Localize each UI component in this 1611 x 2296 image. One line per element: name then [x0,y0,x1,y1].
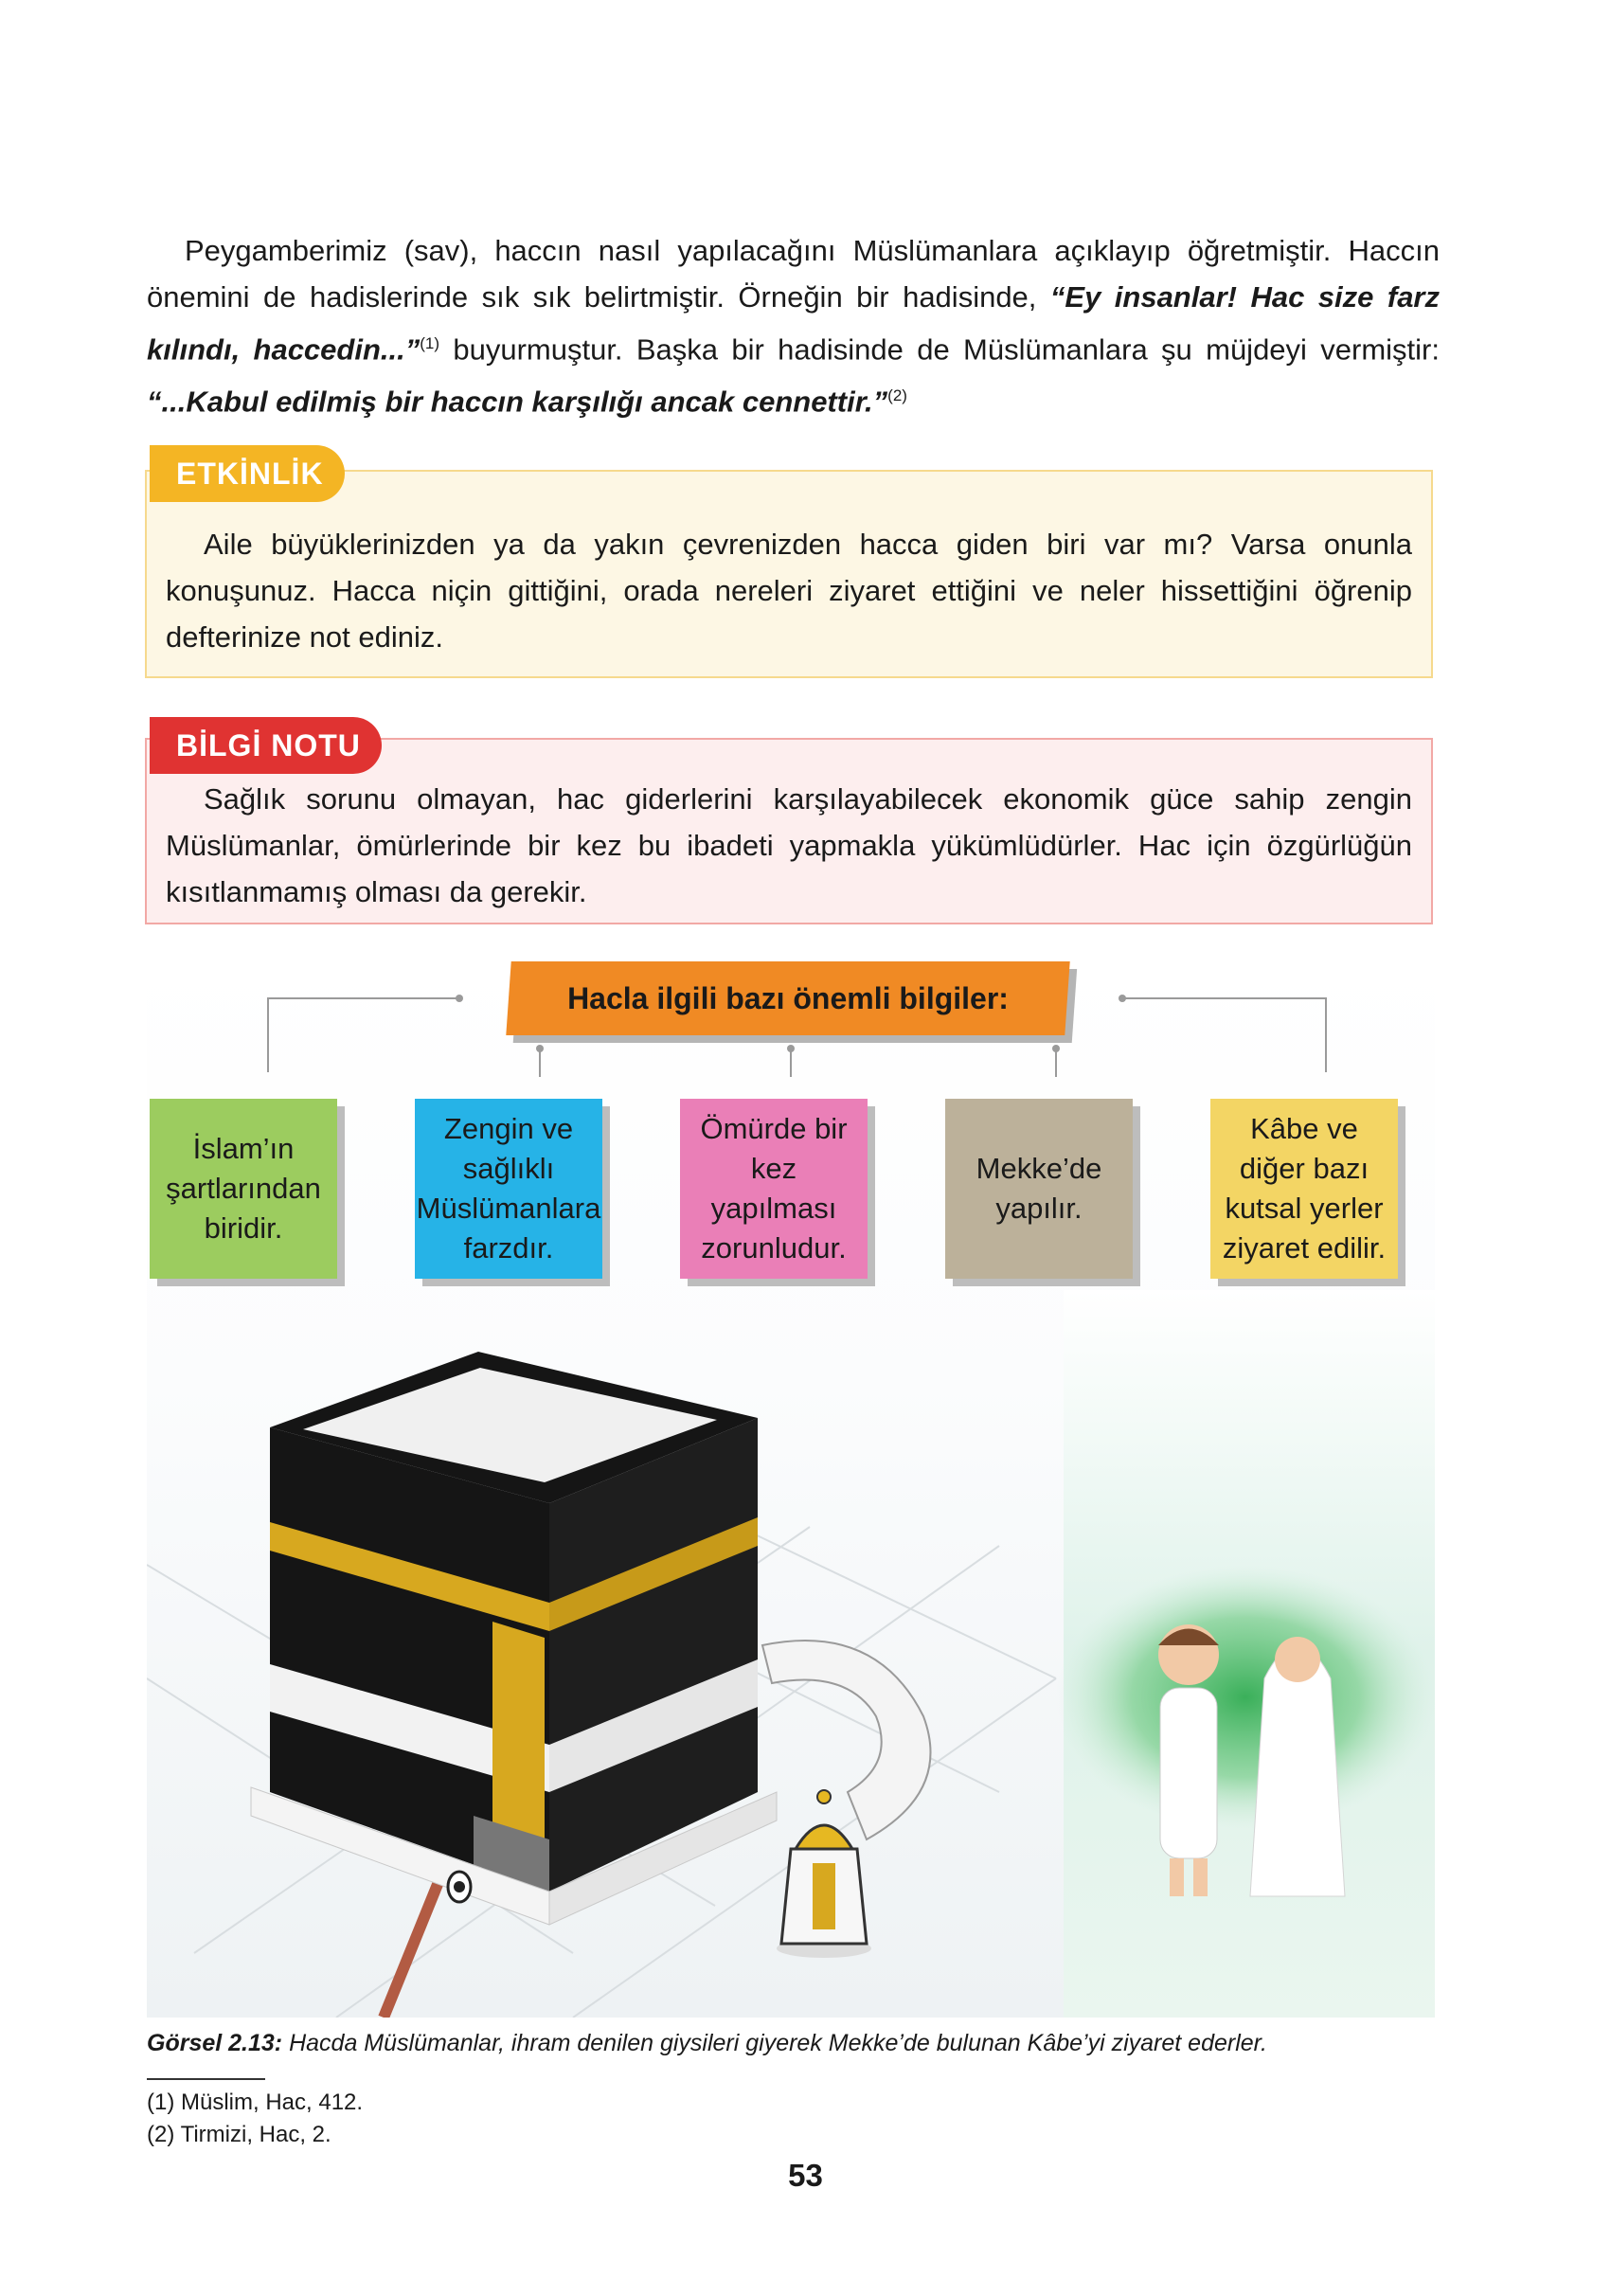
figure-label: Görsel 2.13: [147,2030,283,2056]
footnote-divider [147,2078,265,2080]
activity-tag: ETKİNLİK [150,445,345,502]
figure-caption [147,2030,1435,2057]
footnote-ref-1: (1) [420,334,440,352]
info-card-obligation: Zengin ve sağlıklı Müslümanlara farzdır. [415,1099,602,1279]
info-card-once-in-life: Ömürde bir kez yapılması zorunludur. [680,1099,868,1279]
page-number: 53 [788,2158,823,2193]
hajj-illustration [147,959,1435,2018]
hadith-quote-1: “Ey insanlar! Hac size farz kılındı, haccedin...” [147,280,1440,367]
activity-box [145,470,1433,678]
diagram-title: Hacla ilgili bazı önemli bilgiler: [567,981,1009,1015]
info-card-holy-places: Kâbe ve diğer bazı kutsal yerler ziyaret edilir. [1210,1099,1398,1279]
footnote-2: (2) Tirmizi, Hac, 2. [147,2122,331,2147]
footnote-ref-2: (2) [887,386,907,405]
activity-text: Aile büyüklerinizden ya da yakın çevrenizden hacca giden biri var mı? Varsa onunla konuşunuz. Hacca niçin gittiğini, orada nereleri ziyaret ettiğini ve neler hissettiğini öğrenip defterinize not ediniz. [166,528,1412,654]
intro-part-1: Peygamberimiz (sav), haccın nasıl yapılacağını Müslümanlara açıklayıp öğretmiştir. Haccın önemini de hadislerinde sık sık belirtmiştir. Örneğin bir hadisinde, [147,234,1440,314]
info-card-mecca: Mekke’de yapılır. [945,1099,1133,1279]
info-card-pillar: İslam’ın şartlarından biridir. [150,1099,337,1279]
pilgrims-illustration [147,959,1435,2018]
info-note-tag: BİLGİ NOTU [150,717,382,774]
figure-caption-text: Hacda Müslümanlar, ihram denilen giysileri giyerek Mekke’de bulunan Kâbe’yi ziyaret ederler. [282,2030,1267,2056]
intro-part-2: buyurmuştur. Başka bir hadisinde de Müslümanlara şu müjdeyi vermiştir: [439,332,1440,367]
intro-text [147,227,1440,425]
hadith-quote-2: “...Kabul edilmiş bir haccın karşılığı ancak cennettir.” [147,385,888,419]
info-note-text: Sağlık sorunu olmayan, hac giderlerini karşılayabilecek ekonomik güce sahip zengin Müslümanlar, ömürlerinde bir kez bu ibadeti yapmakla yükümlüdürler. Hac için özgürlüğün kısıtlanmamış olması da gerekir. [166,782,1412,908]
footnote-1: (1) Müslim, Hac, 412. [147,2090,364,2115]
